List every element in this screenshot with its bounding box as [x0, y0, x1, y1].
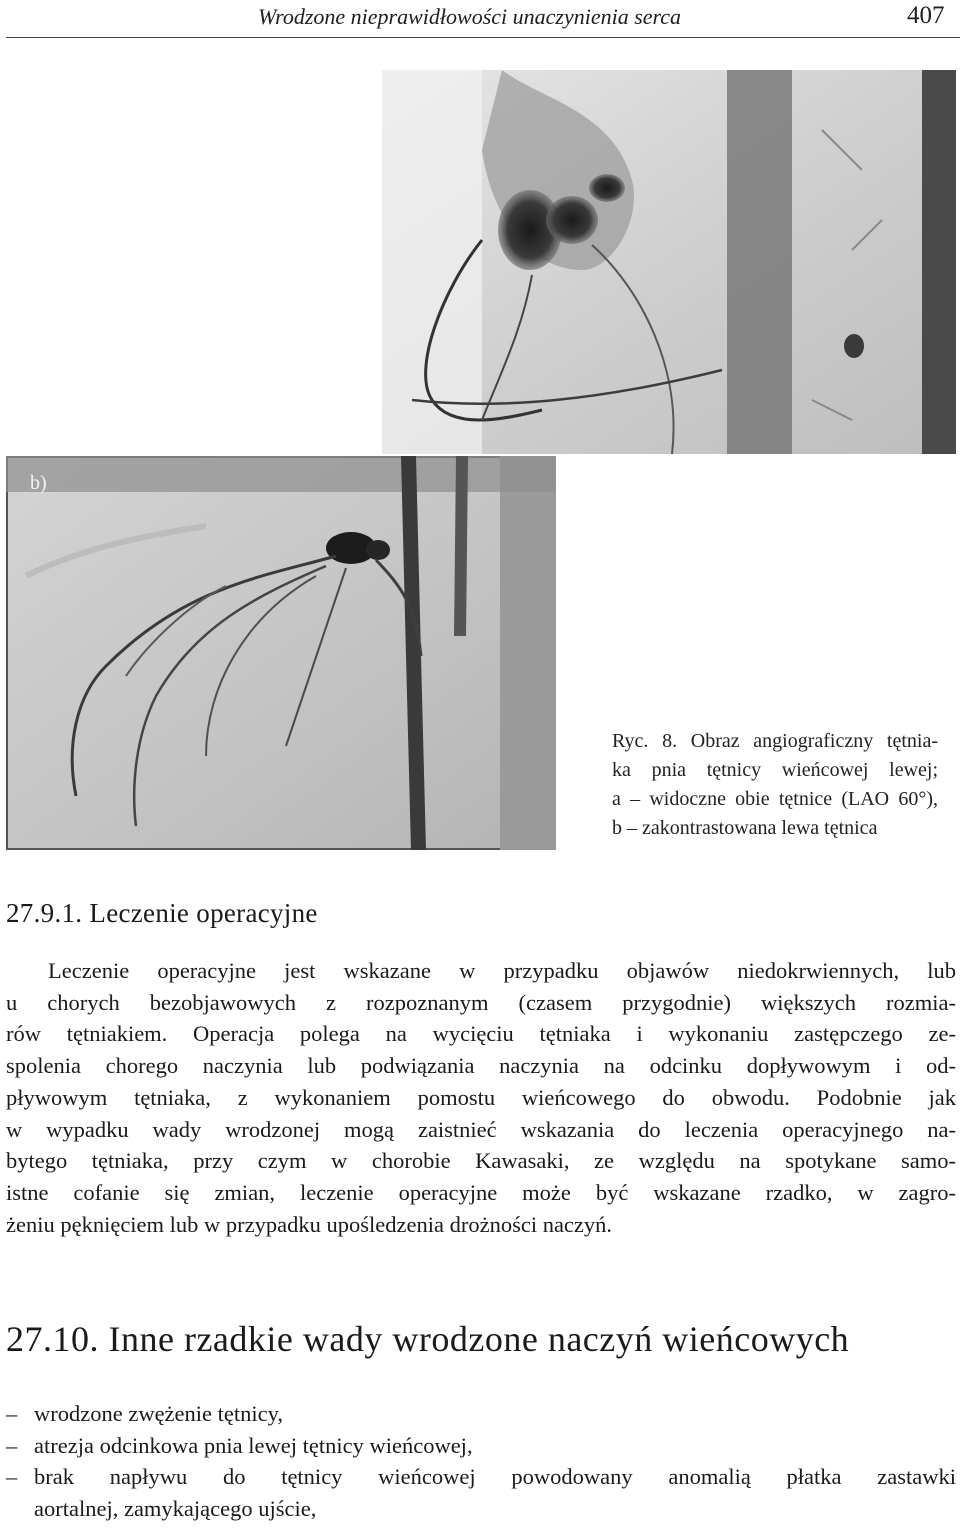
list-dash: –: [6, 1464, 18, 1490]
list-item-text: wrodzone zwężenie tętnicy,: [34, 1401, 284, 1426]
angiogram-image-a: [382, 70, 956, 454]
running-header: [0, 0, 960, 40]
list-item: [6, 1461, 956, 1524]
list-dash: –: [6, 1401, 18, 1426]
page-number: 407: [907, 2, 945, 29]
list-item: [6, 1430, 956, 1462]
caption-line: Ryc. 8. Obraz angiograficzny tętnia-: [612, 730, 938, 752]
running-header-title: Wrodzone nieprawidłowości unaczynienia serca: [258, 4, 682, 29]
header-rule: [6, 37, 960, 38]
list-item-text: aortalnej, zamykającego ujście,: [34, 1496, 317, 1522]
list-item-text: brak napływu do tętnicy wieńcowej powodowany anomalią płatka zastawki: [34, 1464, 956, 1490]
figure-label-b: b): [30, 472, 47, 494]
paragraph-line: Leczenie operacyjne jest wskazane w przypadku objawów niedokrwiennych, lub: [48, 958, 956, 983]
paragraph-line: bytego tętniaka, przy czym w chorobie Kawasaki, ze względu na spotykane samo-: [6, 1148, 956, 1174]
caption-line: ka pnia tętnicy wieńcowej lewej;: [612, 759, 938, 781]
section-paragraph: [6, 955, 956, 1240]
paragraph-line: u chorych bezobjawowych z rozpoznanym (czasem przygodnie) większych rozmia-: [6, 989, 956, 1015]
chapter-heading: 27.10. Inne rzadkie wady wrodzone naczyń wieńcowych: [6, 1319, 850, 1359]
paragraph-line: istne cofanie się zmian, leczenie operacyjne może być wskazane rzadko, w zagro-: [6, 1179, 956, 1205]
caption-line: a – widoczne obie tętnice (LAO 60°),: [612, 788, 938, 810]
paragraph-line: spolenia chorego naczynia lub podwiązania naczynia na odcinku dopływowym i od-: [6, 1053, 956, 1079]
section-heading: 27.9.1. Leczenie operacyjne: [6, 898, 318, 928]
paragraph-line: w wypadku wady wrodzonej mogą zaistnieć wskazania do leczenia operacyjnego na-: [6, 1116, 956, 1142]
anomaly-list: [6, 1398, 956, 1525]
list-item-text: atrezja odcinkowa pnia lewej tętnicy wieńcowej,: [34, 1432, 473, 1458]
figure-caption: [612, 727, 938, 843]
angiogram-image-b: [6, 456, 556, 850]
paragraph-line: rów tętniakiem. Operacja polega na wycięciu tętniaka i wykonaniu zastępczego ze-: [6, 1021, 956, 1047]
list-dash: –: [6, 1432, 18, 1458]
caption-line: b – zakontrastowana lewa tętnica: [612, 817, 878, 839]
list-item: [6, 1398, 956, 1430]
paragraph-line: pływowym tętniaka, z wykonaniem pomostu wieńcowego do obwodu. Podobnie jak: [6, 1084, 956, 1110]
paragraph-line: żeniu pęknięciem lub w przypadku upośledzenia drożności naczyń.: [6, 1211, 613, 1237]
